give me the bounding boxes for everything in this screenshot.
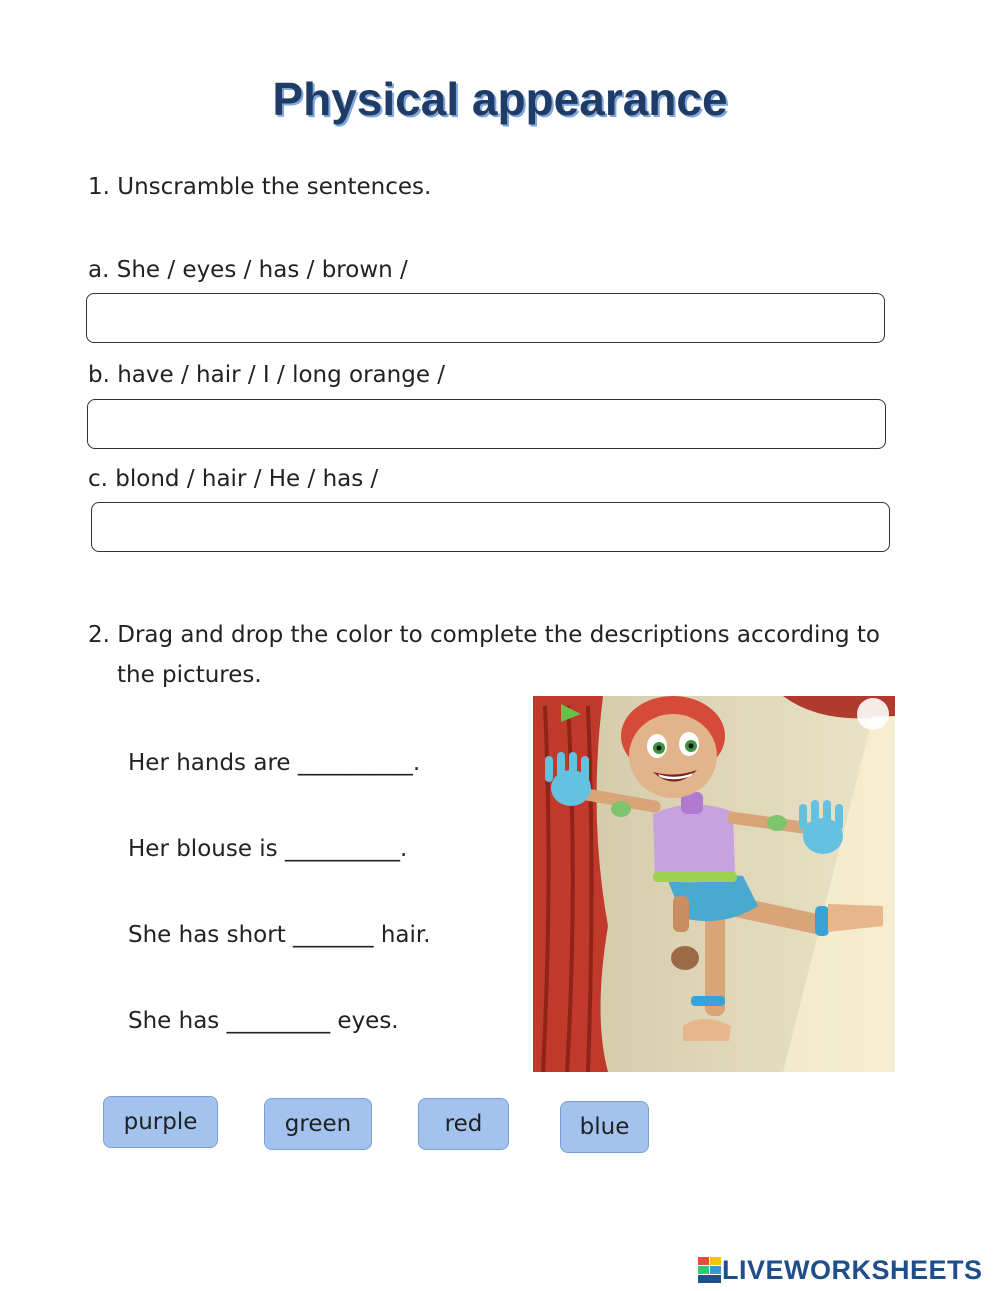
face [629, 714, 717, 798]
prompt-c: c. blond / hair / He / has / [88, 466, 379, 492]
answer-input-b[interactable] [87, 399, 886, 449]
character-illustration [533, 696, 895, 1072]
section2-heading-cont: the pictures. [117, 662, 262, 688]
description-eyes[interactable]: She has _________ eyes. [128, 1008, 399, 1034]
drag-chip-red[interactable]: red [418, 1098, 509, 1150]
brand-logo [698, 1255, 983, 1285]
prompt-b: b. have / hair / I / long orange / [88, 362, 446, 388]
section2-heading: 2. Drag and drop the color to complete the descriptions according to [88, 622, 880, 648]
section1-heading: 1. Unscramble the sentences. [88, 174, 432, 200]
description-blouse[interactable]: Her blouse is __________. [128, 836, 408, 862]
brand-icon [698, 1257, 722, 1283]
answer-input-c[interactable] [91, 502, 890, 552]
blouse [653, 804, 735, 882]
answer-input-a[interactable] [86, 293, 885, 343]
drag-chip-green[interactable]: green [264, 1098, 372, 1150]
drag-chip-blue[interactable]: blue [560, 1101, 649, 1153]
description-hands[interactable]: Her hands are __________. [128, 750, 421, 776]
description-hair[interactable]: She has short _______ hair. [128, 922, 431, 948]
prompt-a: a. She / eyes / has / brown / [88, 257, 408, 283]
brand-name: LIVEWORKSHEETS [722, 1254, 983, 1285]
drag-chip-purple[interactable]: purple [103, 1096, 218, 1148]
page-title: Physical appearance [272, 73, 728, 125]
